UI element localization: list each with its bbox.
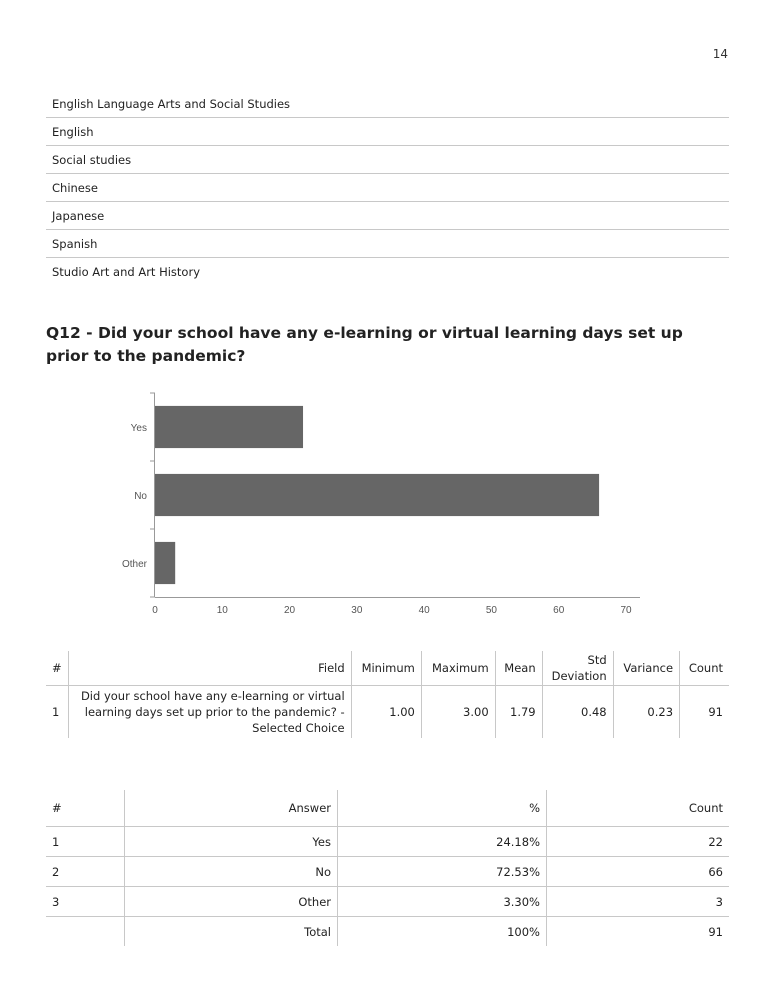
cell-count: 91 (680, 686, 729, 739)
cell-num: 2 (46, 857, 125, 887)
header-minimum: Minimum (351, 651, 421, 686)
cell-field: Did your school have any e-learning or virtual learning days set up prior to the pandemic? - Selected Choice (68, 686, 351, 739)
header-count: Count (688, 801, 723, 815)
cell-mean: 1.79 (495, 686, 542, 739)
cell-percent: 72.53% (338, 857, 547, 887)
y-tick-label: Other (121, 559, 147, 570)
cell-answer: No (125, 857, 338, 887)
cell-minimum: 1.00 (351, 686, 421, 739)
stats-table (46, 651, 729, 738)
cell-answer: Other (125, 887, 338, 917)
header-variance: Variance (613, 651, 679, 686)
list-item: Chinese (46, 174, 729, 202)
cell-num: 1 (46, 827, 125, 857)
header-maximum: Maximum (421, 651, 495, 686)
table-row-total (46, 917, 729, 947)
header-field: Field (68, 651, 351, 686)
cell-answer: Yes (125, 827, 338, 857)
header-num: # (46, 651, 68, 686)
cell-num (46, 917, 125, 947)
table-row (46, 887, 729, 917)
header-answer: Answer (125, 790, 338, 827)
header-num: # (46, 790, 125, 827)
cell-count: 91 (547, 917, 730, 947)
bar-chart (80, 385, 660, 630)
cell-percent: 100% (338, 917, 547, 947)
cell-percent: 3.30% (338, 887, 547, 917)
x-tick-label: 60 (553, 605, 565, 616)
cell-answer: Total (125, 917, 338, 947)
list-item: Social studies (46, 146, 729, 174)
cell-num: 3 (46, 887, 125, 917)
table-row (46, 686, 729, 739)
page-number: 14 (712, 47, 728, 61)
x-tick-label: 10 (216, 605, 228, 616)
subject-list (46, 90, 729, 286)
header-count: Count (680, 651, 729, 686)
list-item: Japanese (46, 202, 729, 230)
x-tick-label: 50 (485, 605, 497, 616)
header-mean: Mean (495, 651, 542, 686)
table-row (46, 857, 729, 887)
cell-count: 66 (547, 857, 730, 887)
list-item: Spanish (46, 230, 729, 258)
cell-count: 22 (547, 827, 730, 857)
x-tick-label: 40 (418, 605, 430, 616)
table-row (46, 827, 729, 857)
list-item: Studio Art and Art History (52, 265, 201, 279)
cell-std: 0.48 (542, 686, 613, 739)
answer-table (46, 790, 729, 946)
bar-yes (155, 406, 303, 448)
header-std-deviation: Std Deviation (542, 651, 613, 686)
y-tick-label: No (134, 491, 147, 502)
table-header-row (46, 790, 729, 827)
cell-num: 1 (52, 705, 60, 719)
bar-no (155, 474, 599, 516)
x-tick-label: 70 (620, 605, 632, 616)
x-tick-label: 20 (284, 605, 296, 616)
bar-other (155, 542, 175, 584)
y-tick-label: Yes (130, 423, 147, 434)
x-tick-label: 0 (152, 605, 158, 616)
list-item: English Language Arts and Social Studies (46, 90, 729, 118)
x-tick-label: 30 (351, 605, 363, 616)
cell-count: 3 (547, 887, 730, 917)
cell-percent: 24.18% (338, 827, 547, 857)
table-header-row (46, 651, 729, 686)
header-percent: % (338, 790, 547, 827)
list-item: English (46, 118, 729, 146)
cell-variance: 0.23 (613, 686, 679, 739)
question-title: Q12 - Did your school have any e-learning or virtual learning days set up prior to the pandemic? (46, 324, 683, 365)
cell-maximum: 3.00 (421, 686, 495, 739)
